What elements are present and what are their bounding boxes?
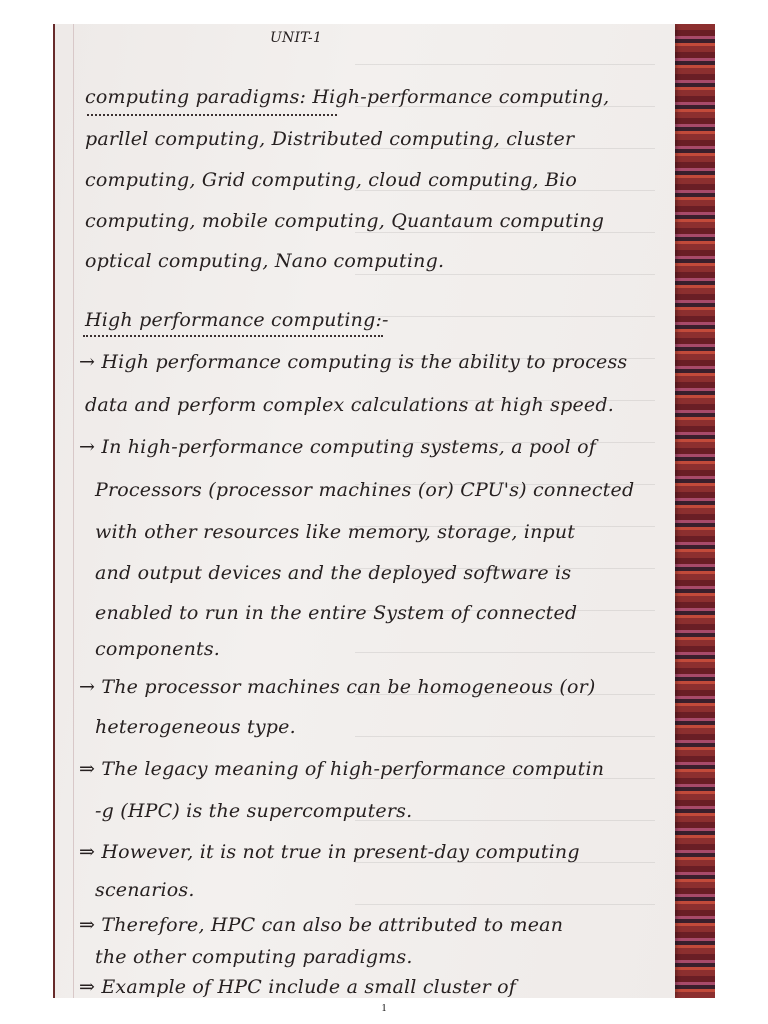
margin-line bbox=[73, 24, 74, 998]
text-line-22: the other computing paradigms. bbox=[95, 946, 413, 968]
text-line-13: enabled to run in the entire System of connected bbox=[95, 602, 578, 624]
text-line-11: with other resources like memory, storage, input bbox=[95, 521, 576, 543]
page-number: 1 bbox=[381, 1003, 387, 1014]
text-line-23: ⇒ Example of HPC include a small cluster of bbox=[79, 976, 516, 998]
text-line-4: computing, mobile computing, Quantaum computing bbox=[85, 210, 605, 232]
text-line-12: and output devices and the deployed software is bbox=[95, 562, 572, 584]
text-line-19: ⇒ However, it is not true in present-day computing bbox=[79, 841, 580, 863]
underline-squiggle bbox=[87, 108, 337, 116]
text-line-1: computing paradigms: High-performance computing, bbox=[85, 86, 610, 108]
text-line-3: computing, Grid computing, cloud computing, Bio bbox=[85, 169, 578, 191]
text-line-21: ⇒ Therefore, HPC can also be attributed to mean bbox=[79, 914, 564, 936]
text-line-15: → The processor machines can be homogeneous (or) bbox=[79, 676, 596, 698]
text-line-10: Processors (processor machines (or) CPU's) connected bbox=[95, 479, 635, 501]
text-line-7: → High performance computing is the ability to process bbox=[79, 351, 628, 373]
text-line-9: → In high-performance computing systems, a pool of bbox=[79, 436, 597, 458]
notebook-photo bbox=[53, 24, 715, 998]
section-heading: High performance computing:- bbox=[85, 309, 389, 331]
text-line-17: ⇒ The legacy meaning of high-performance computin bbox=[79, 758, 605, 780]
background-cloth bbox=[675, 24, 715, 998]
heading-underline bbox=[83, 329, 383, 337]
text-line-2: parllel computing, Distributed computing, cluster bbox=[85, 128, 575, 150]
text-line-8: data and perform complex calculations at high speed. bbox=[85, 394, 614, 416]
notebook-page bbox=[55, 24, 675, 998]
text-line-5: optical computing, Nano computing. bbox=[85, 250, 445, 272]
text-line-16: heterogeneous type. bbox=[95, 716, 296, 738]
unit-title: UNIT-1 bbox=[270, 30, 322, 46]
text-line-18: -g (HPC) is the supercomputers. bbox=[95, 800, 413, 822]
text-line-20: scenarios. bbox=[95, 879, 195, 901]
text-line-14: components. bbox=[95, 638, 221, 660]
